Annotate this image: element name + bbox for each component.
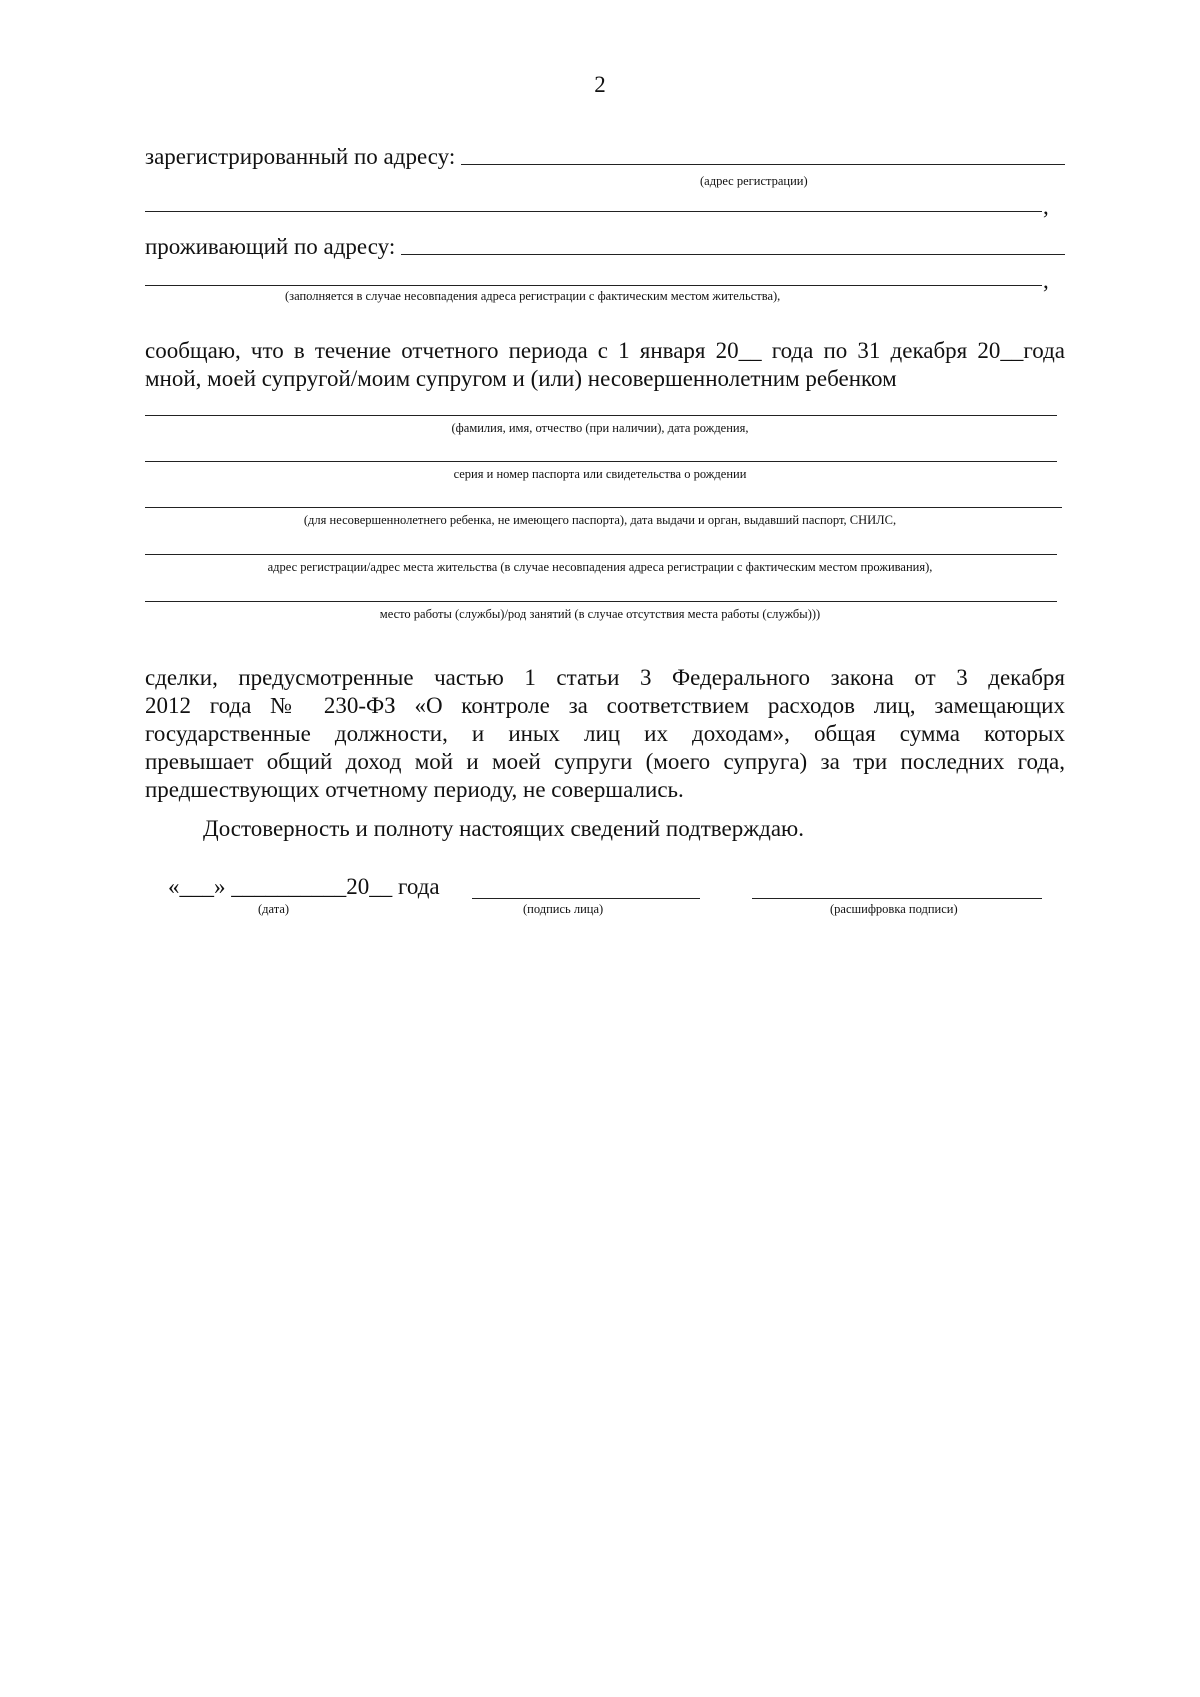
person-hint-2: серия и номер паспорта или свидетельства о рождении (453, 467, 747, 481)
report-line-2: мной, моей супругой/моим супругом и (или) несовершеннолетним ребенком (145, 366, 897, 391)
signature-decode-hint: (расшифровка подписи) (830, 902, 958, 916)
transactions-line-2: 2012 года № 230-ФЗ «О контроле за соответствием расходов лиц, замещающих (145, 693, 1065, 718)
person-line-4[interactable] (145, 553, 1057, 555)
transactions-line-1: сделки, предусмотренные частью 1 статьи 3 Федерального закона от 3 декабря (145, 665, 1065, 690)
registered-address-line (145, 140, 1065, 170)
residing-trailing-comma: , (1043, 268, 1049, 293)
residing-address-line (145, 230, 1065, 260)
person-line-3[interactable] (145, 506, 1062, 508)
person-hint-1: (фамилия, имя, отчество (при наличии), дата рождения, (451, 421, 749, 435)
transactions-line-3: государственные должности, и иных лиц их доходам», общая сумма которых (145, 721, 1065, 746)
registered-trailing-comma: , (1043, 194, 1049, 219)
registered-address-label: зарегистрированный по адресу: (145, 144, 456, 169)
date-field[interactable]: «___» __________20__ года (168, 874, 440, 899)
person-hint-3: (для несовершеннолетнего ребенка, не имеющего паспорта), дата выдачи и орган, выдавший паспорт, СНИЛС, (303, 513, 897, 527)
person-hint-4: адрес регистрации/адрес места жительства (в случае несовпадения адреса регистрации с фактическим местом проживания), (267, 560, 933, 574)
residing-address-label: проживающий по адресу: (145, 234, 396, 259)
person-hint-5: место работы (службы)/род занятий (в случае отсутствия места работы (службы))) (379, 607, 821, 621)
person-line-5[interactable] (145, 600, 1057, 602)
signature-decode-line[interactable] (752, 897, 1042, 899)
confirmation-text: Достоверность и полноту настоящих сведений подтверждаю. (203, 816, 804, 841)
registered-address-hint: (адрес регистрации) (700, 174, 808, 188)
report-line-1: сообщаю, что в течение отчетного периода с 1 января 20__ года по 31 декабря 20__года (145, 338, 1065, 363)
date-hint: (дата) (258, 902, 290, 916)
registered-address-continuation[interactable] (145, 210, 1042, 212)
residing-address-hint: (заполняется в случае несовпадения адреса регистрации с фактическим местом жительства), (285, 289, 781, 303)
person-line-2[interactable] (145, 460, 1057, 462)
person-line-1[interactable] (145, 414, 1057, 416)
signature-hint: (подпись лица) (523, 902, 604, 916)
page-number: 2 (594, 72, 606, 97)
transactions-line-5: предшествующих отчетному периоду, не совершались. (145, 777, 684, 802)
transactions-line-4: превышает общий доход мой и моей супруги (моего супруга) за три последних года, (145, 749, 1065, 774)
signature-line[interactable] (472, 897, 700, 899)
residing-address-continuation[interactable] (145, 284, 1042, 286)
residing-address-field[interactable] (401, 253, 1065, 255)
registered-address-field[interactable] (461, 163, 1065, 165)
